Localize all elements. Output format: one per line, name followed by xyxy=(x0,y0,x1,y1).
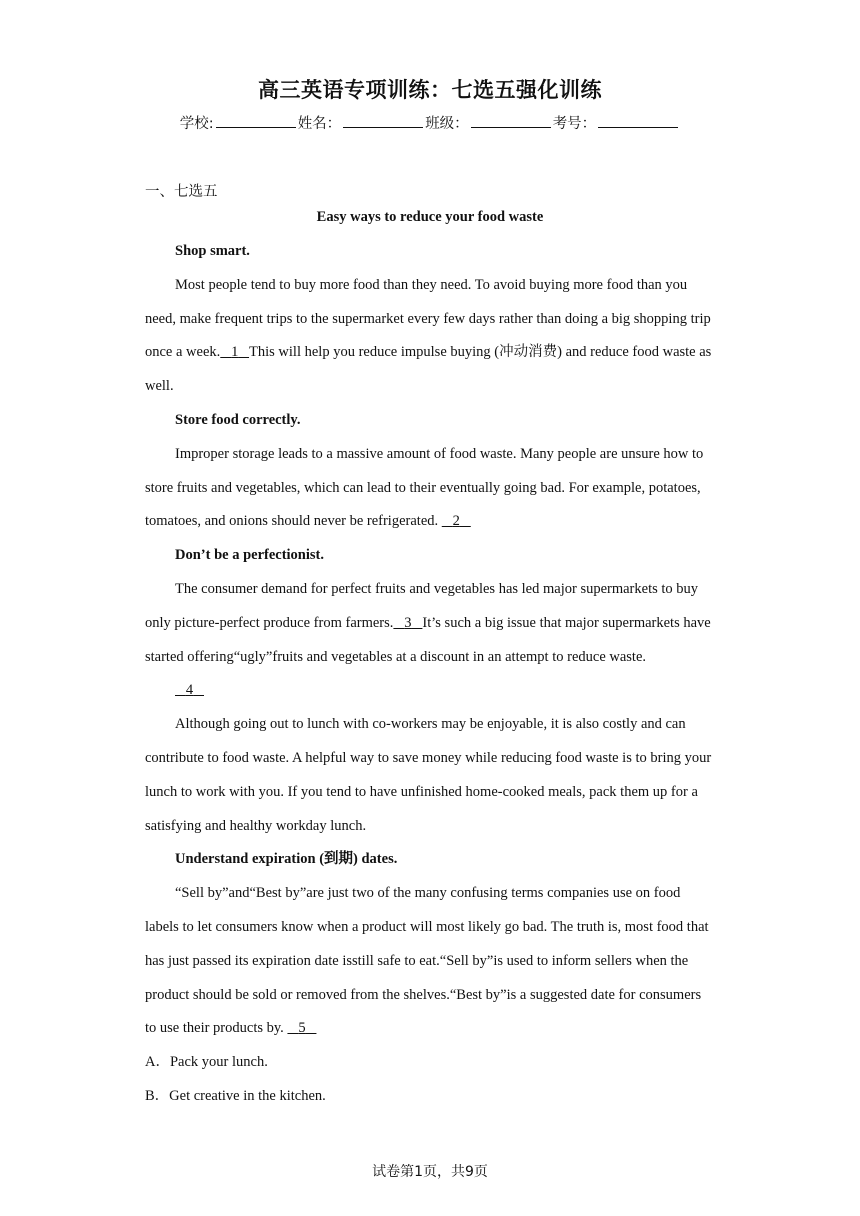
exam-number-field[interactable] xyxy=(598,113,678,128)
page-footer: 试卷第1页，共9页 xyxy=(372,1164,488,1180)
blank-4[interactable]: 4 xyxy=(185,682,194,699)
exam-number-label: 考号： xyxy=(552,116,597,132)
subheading-blank-4 xyxy=(145,674,715,708)
paragraph-1-text-b: This will help you reduce impulse buying (冲动消费) and reduce food waste as well. xyxy=(145,344,712,395)
blank-3[interactable]: 3 xyxy=(404,614,412,631)
school-label: 学校: xyxy=(179,116,214,132)
subheading-store-food: Store food correctly. xyxy=(175,411,301,428)
article-body xyxy=(145,235,715,1114)
student-info-line xyxy=(0,112,860,133)
paragraph-2-text-a: Improper storage leads to a massive amount of food waste. Many people are unsure how to store fruits and vegetables, which can lead to their eventually going bad. For example, potatoes, tomatoes, and onions should never be refrigerated. xyxy=(145,445,704,530)
paragraph-1 xyxy=(145,269,715,404)
subheading-perfectionist: Don’t be a perfectionist. xyxy=(175,547,325,564)
name-label: 姓名： xyxy=(297,116,342,132)
paragraph-5 xyxy=(145,877,715,1046)
name-field[interactable] xyxy=(343,113,423,128)
page-title: 高三英语专项训练：七选五强化训练 xyxy=(258,78,602,102)
paragraph-2 xyxy=(145,438,715,539)
blank-5[interactable]: 5 xyxy=(298,1020,306,1037)
class-label: 班级： xyxy=(425,116,469,132)
paragraph-1-text-a: Most people tend to buy more food than they need. To avoid buying more food than you need, make frequent trips to the supermarket every few days rather than doing a big shopping trip once a week. xyxy=(145,276,711,361)
blank-1[interactable]: 1 xyxy=(231,344,239,361)
option-b: B．Get creative in the kitchen. xyxy=(145,1087,326,1104)
option-a: A．Pack your lunch. xyxy=(145,1054,268,1071)
paragraph-3-text-b: It’s such a big issue that major supermarkets have started offering“ugly”fruits and vegetables at a discount in an attempt to reduce waste. xyxy=(145,614,711,665)
article-title: Easy ways to reduce your food waste xyxy=(316,209,544,225)
paragraph-3-text-a: The consumer demand for perfect fruits and vegetables has led major supermarkets to buy only picture-perfect produce from farmers. xyxy=(145,580,699,631)
subheading-shop-smart: Shop smart. xyxy=(175,243,250,259)
subheading-expiration: Understand expiration (到期) dates. xyxy=(175,851,398,868)
school-field[interactable] xyxy=(216,113,296,128)
paragraph-4: Although going out to lunch with co-workers may be enjoyable, it is also costly and can contribute to food waste. A helpful way to save money while reducing food waste is to bring your lunch to work with you. If you tend to have unfinished home-cooked meals, pack them up for a satisfying and healthy workday lunch. xyxy=(145,716,712,834)
blank-2[interactable]: 2 xyxy=(452,513,460,530)
section-heading: 一、七选五 xyxy=(145,184,218,200)
class-field[interactable] xyxy=(471,113,551,128)
paragraph-5-text-a: “Sell by”and“Best by”are just two of the many confusing terms companies use on food labels to let consumers know when a product will most likely go bad. The truth is, most food that has just passed its expiration date isstill safe to eat.“Sell by”is used to inform sellers when the product should be sold or removed from the shelves.“Best by”is a suggested date for consumers to use their products by. xyxy=(145,885,709,1037)
paragraph-3 xyxy=(145,573,715,674)
